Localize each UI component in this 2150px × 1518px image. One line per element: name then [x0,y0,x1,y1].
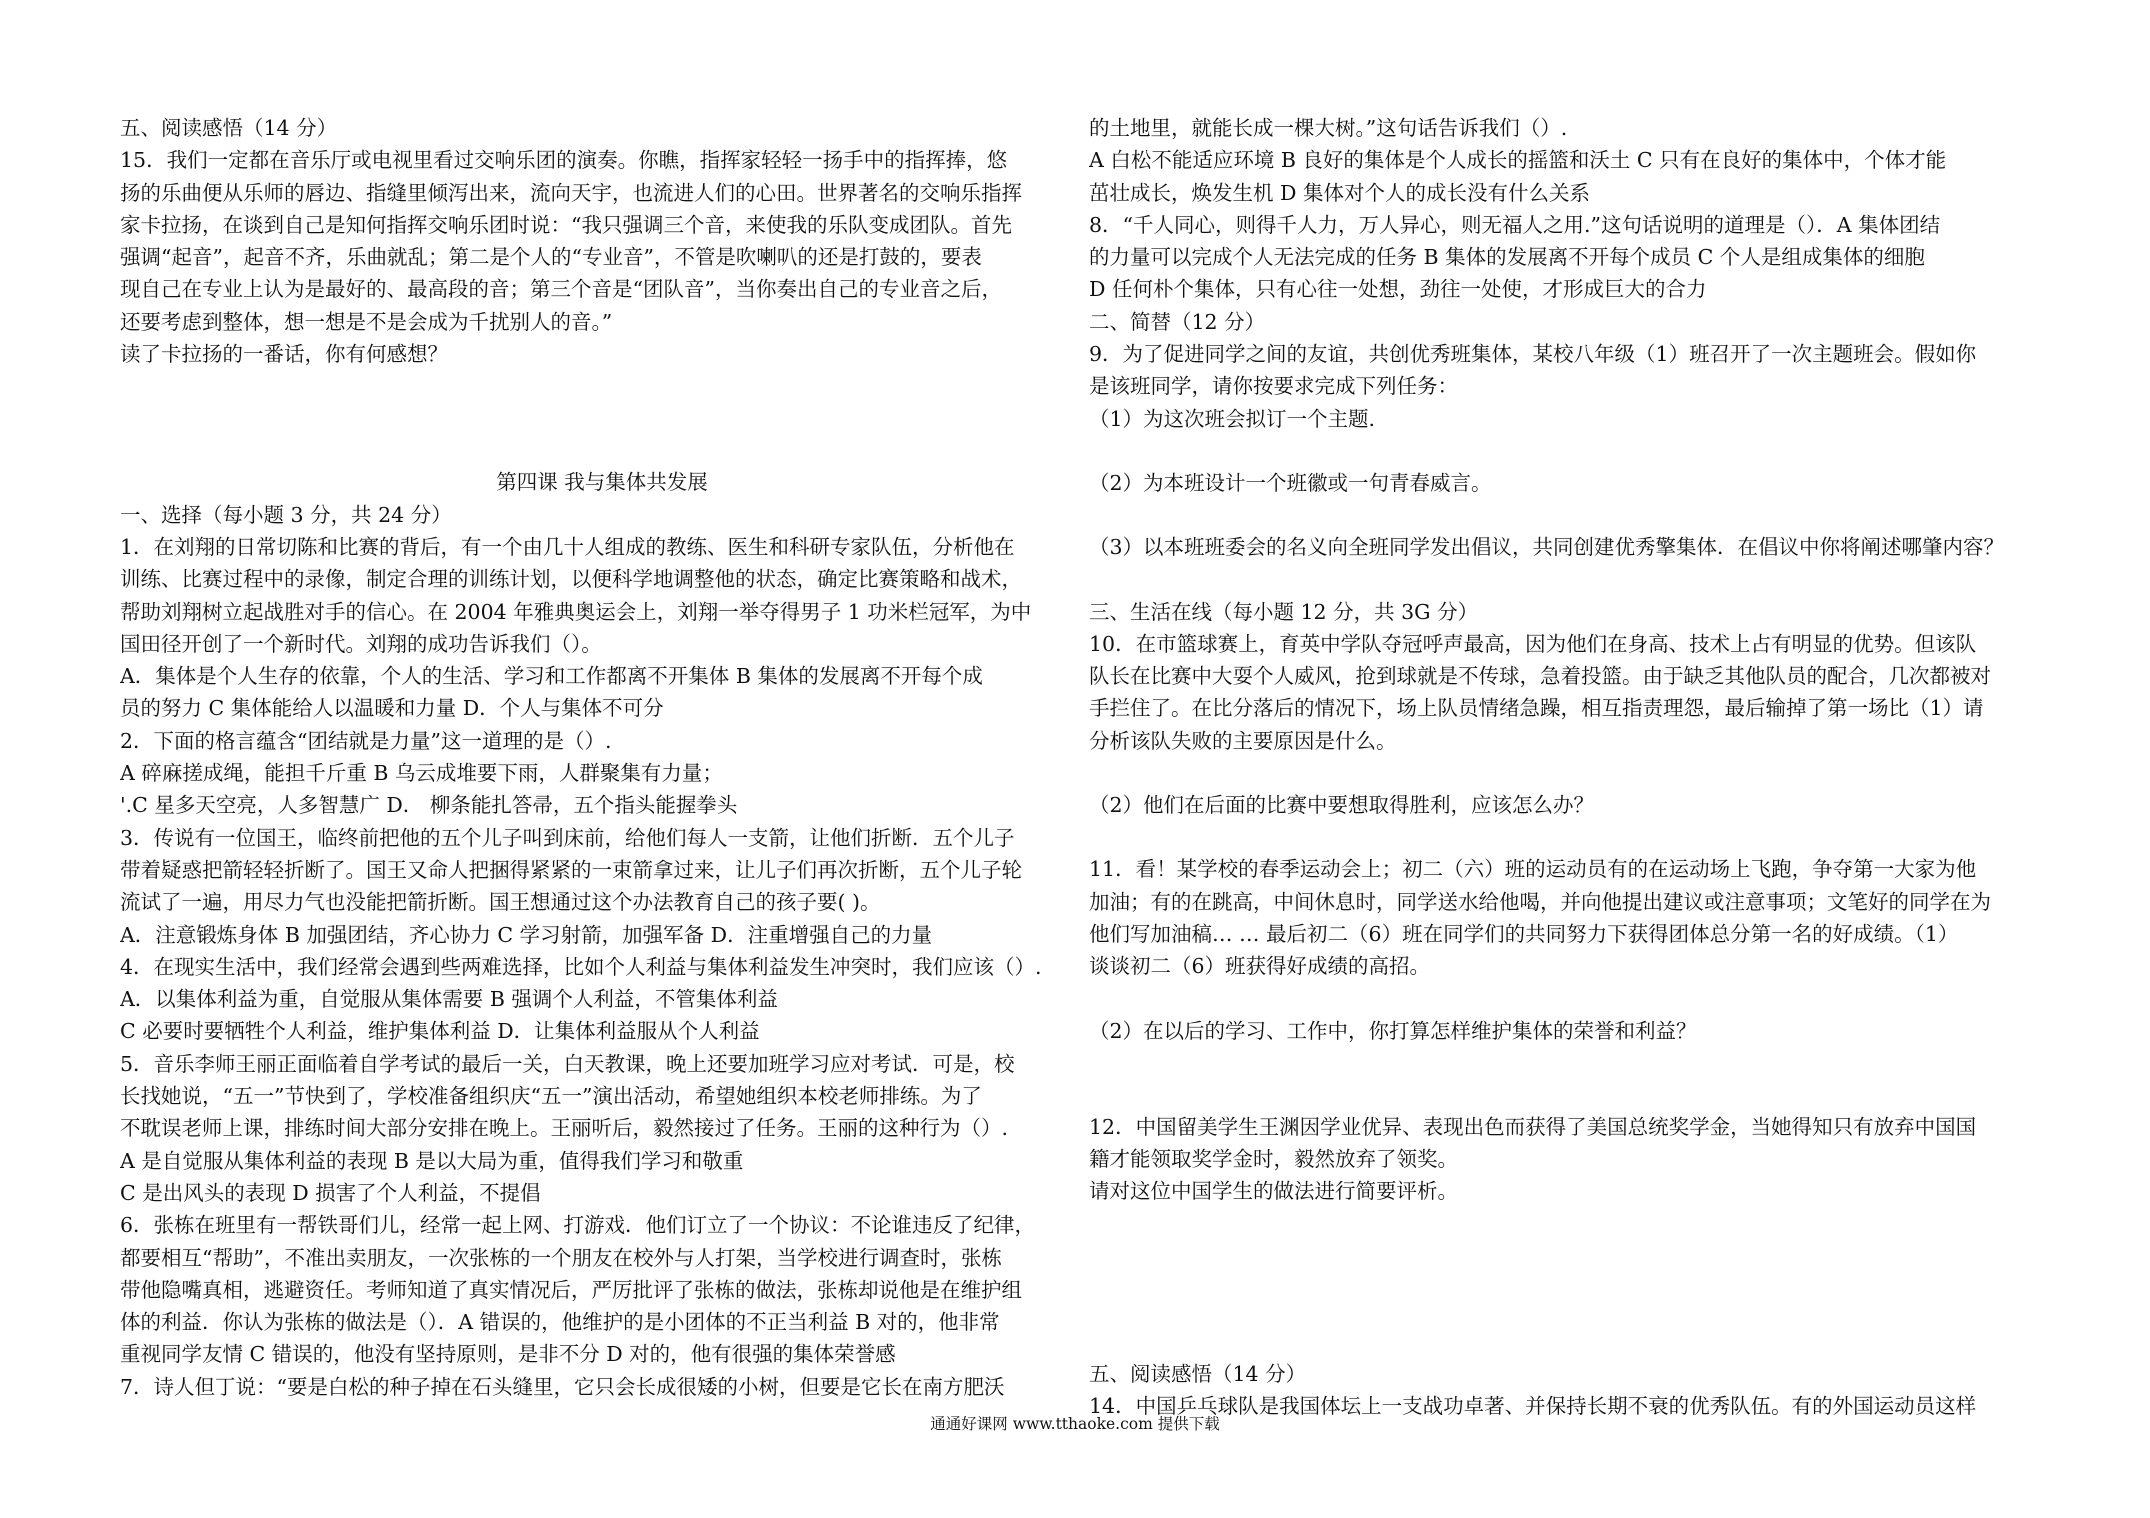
text-line: 7．诗人但丁说：“要是白松的种子掉在石头缝里，它只会长成很矮的小树，但要是它长在南方肥沃 [120,1374,1005,1399]
text-line: 现自己在专业上认为是最好的、最高段的音；第三个音是“团队音”，当你奏出自己的专业音之后， [120,277,1002,302]
section-heading: 五、阅读感悟（14 分） [120,116,338,140]
text-line: 员的努力 C 集体能给人以温暖和力量 D．个人与集体不可分 [120,696,664,721]
text-line: A 白松不能适应环境 B 良好的集体是个人成长的摇篮和沃土 C 只有在良好的集体中，个体才能 [1089,148,1947,173]
text-line: 10．在市篮球赛上，育英中学队夺冠呼声最高，因为他们在身高、技术上占有明显的优势。但该队 [1089,631,1977,656]
text-line: C 必要时要牺牲个人利益，维护集体利益 D．让集体利益服从个人利益 [120,1019,760,1044]
text-line: 队长在比赛中大耍个人威风，抢到球就是不传球，急着投篮。由于缺乏其他队员的配合，几次都被对 [1089,664,1991,689]
answer-space [1089,499,2049,531]
text-line: 是该班同学，请你按要求完成下列任务： [1089,374,1458,399]
text-line: 2．下面的格言蕴含“团结就是力量”这一道理的是（）. [120,728,612,753]
text-line: D 任何朴个集体，只有心往一处想，劲往一处使，才形成巨大的合力 [1089,277,1707,302]
text-line: 的土地里，就能长成一棵大树。”这句话告诉我们（）. [1089,116,1568,140]
question-prompt: 读了卡拉扬的一番话，你有何感想？ [120,342,448,367]
text-line: 6．张栋在班里有一帮铁哥们儿，经常一起上网、打游戏．他们订立了一个协议：不论谁违反了纪律， [120,1213,1036,1238]
text-line: 15．我们一定都在音乐厅或电视里看过交响乐团的演奏。你瞧，指挥家轻轻一扬手中的指挥捧，悠 [120,148,1008,173]
text-line: 强调“起音”，起音不齐，乐曲就乱；第二是个人的“专业音”，不管是吹喇叭的还是打鼓的，要表 [120,245,982,270]
text-line: 14．中国乒乓球队是我国体坛上一支战功卓著、并保持长期不衰的优秀队伍。有的外国运动员这样 [1089,1394,1977,1419]
text-line: 带着疑惑把箭轻轻折断了。国王又命人把捆得紧紧的一束箭拿过来，让儿子们再次折断，五个儿子轮 [120,857,1022,882]
answer-space [1089,1047,2049,1111]
question-prompt: （2）在以后的学习、工作中，你打算怎样维护集体的荣誉和利益？ [1089,1018,1697,1043]
section-heading: 五、阅读感悟（14 分） [1089,1361,1307,1386]
text-line: A．集体是个人生存的依靠，个人的生活、学习和工作都离不开集体 B 集体的发展离不开每个成 [120,664,983,689]
text-line: 家卡拉扬，在谈到自己是知何指挥交响乐团时说：“我只强调三个音，来使我的乐队变成团队。首先 [120,212,1012,237]
right-column [1089,112,2049,1422]
section-heading: 二、简替（12 分） [1089,309,1266,334]
text-line: 流试了一遍，用尽力气也没能把箭折断。国王想通过这个办法教育自己的孩子要( )。 [120,890,881,915]
text-line: '.C 星多天空亮，人多智慧广 D． 柳条能扎答帚，五个指头能握拳头 [120,793,738,818]
section-heading: 三、生活在线（每小题 12 分，共 3G 分） [1089,599,1479,624]
text-line: 的力量可以完成个人无法完成的任务 B 集体的发展离不开每个成员 C 个人是组成集体的细胞 [1089,245,1925,270]
text-line: 5．音乐李师王丽正面临着自学考试的最后一关，白天教课，晚上还要加班学习应对考试．可是，校 [120,1051,1015,1076]
text-line: 加油；有的在跳高，中间休息时，同学送水给他喝，并向他提出建议或注意事项；文笔好的同学在为 [1089,889,1991,914]
answer-space [1089,435,2049,467]
text-line: 籍才能领取奖学金时，毅然放弃了领奖。 [1089,1147,1458,1172]
question-prompt: （3）以本班班委会的名义向全班同学发出倡议，共同创建优秀擎集体．在倡议中你将阐述哪肇内容？ [1089,535,2005,560]
text-line: 都要相互“帮助”，不准出卖朋友，一次张栋的一个朋友在校外与人打架，当学校进行调查时，张栋 [120,1245,1002,1270]
answer-space [1089,821,2049,853]
text-line: A 是自觉服从集体利益的表现 B 是以大局为重，值得我们学习和敬重 [120,1148,744,1173]
text-line: 3．传说有一位国王，临终前把他的五个儿子叫到床前，给他们每人一支箭，让他们折断．五个儿子 [120,825,1015,850]
text-line: 长找她说，“五一”节快到了，学校准备组织庆“五一”演出活动，希望她组织本校老师排练。为了 [120,1084,982,1109]
text-line: 带他隐嘴真相，逃避资任。考师知道了真实情况后，严厉批评了张栋的做法，张栋却说他是在维护组 [120,1277,1022,1302]
question-prompt: （2）为本班设计一个班徽或一句青春威言。 [1089,470,1492,495]
text-line: C 是出风头的表现 D 损害了个人利益，不提倡 [120,1180,541,1205]
text-line: 手拦住了。在比分落后的情况下，场上队员情绪急躁，相互指责理怨，最后输掉了第一场比（1）请 [1089,696,1984,721]
question-prompt: （1）为这次班会拟订一个主题. [1089,406,1376,431]
text-line: 体的利益．你认为张栋的做法是（）．A 错误的，他维护的是小团体的不正当利益 B 对的，他非常 [120,1310,1000,1335]
answer-space [120,370,1084,466]
text-line: 9．为了促进同学之间的友谊，共创优秀班集体，某校八年级（1）班召开了一次主题班会。假如你 [1089,342,1977,367]
text-line: A 碎麻搓成绳，能担千斤重 B 乌云成堆要下雨，人群聚集有力量； [120,761,723,786]
text-line: A．注意锻炼身体 B 加强团结，齐心协力 C 学习射箭，加强军备 D．注重增强自己的力量 [120,922,933,947]
question-prompt: 请对这位中国学生的做法进行简要评析。 [1089,1179,1458,1204]
text-line: 还要考虑到整体，想一想是不是会成为千扰别人的音。” [120,309,613,334]
text-line: 扬的乐曲便从乐师的唇边、指缝里倾泻出来，流向天宇，也流进人们的心田。世界著名的交响乐指挥 [120,180,1022,205]
question-prompt: （2）他们在后面的比赛中要想取得胜利，应该怎么办？ [1089,793,1595,818]
page-footer: 通通好课网 www.tthaoke.com 提供下载 [930,1415,1220,1433]
text-line: 1．在刘翔的日常切陈和比赛的背后，有一个由几十人组成的教练、医生和科研专家队伍，分析他在 [120,534,1015,559]
question-prompt: 谈谈初二（6）班获得好成绩的高招。 [1089,954,1431,979]
text-line: 11．看！某学校的春季运动会上；初二（六）班的运动员有的在运动场上飞跑，争夺第一大家为他 [1089,857,1977,882]
section-heading: 一、选择（每小题 3 分，共 24 分） [120,502,452,527]
text-line: 12．中国留美学生王渊因学业优异、表现出色而获得了美国总统奖学金，当她得知只有放弃中国国 [1089,1114,1977,1139]
text-line: 他们写加油稿… … 最后初二（6）班在同学们的共同努力下获得团体总分第一名的好成绩。（1） [1089,921,1959,946]
text-line: 不耽误老师上课，排练时间大部分安排在晚上。王丽听后，毅然接过了任务。王丽的这种行为（）. [120,1116,1009,1141]
text-line: 国田径开创了一个新时代。刘翔的成功告诉我们（）。 [120,631,602,656]
text-line: 重视同学友情 C 错误的，他没有坚持原则，是非不分 D 对的，他有很强的集体荣誉感 [120,1342,896,1367]
text-line: A．以集体利益为重，自觉服从集体需要 B 强调个人利益，不管集体利益 [120,987,778,1012]
answer-space [1089,1208,2049,1358]
lesson-title: 第四课 我与集体共发展 [496,470,708,495]
text-line: 4．在现实生活中，我们经常会遇到些两难选择，比如个人利益与集体利益发生冲突时，我们应该（）. [120,954,1042,979]
question-prompt: 分析该队失败的主要原因是什么。 [1089,728,1397,753]
text-line: 茁壮成长，焕发生机 D 集体对个人的成长没有什么关系 [1089,180,1590,205]
answer-space [1089,983,2049,1015]
answer-space [1089,564,2049,596]
left-column [120,112,1084,1403]
answer-space [1089,757,2049,789]
text-line: 帮助刘翔树立起战胜对手的信心。在 2004 年雅典奥运会上，刘翔一举夺得男子 1 功米栏冠军，为中 [120,599,1032,624]
text-line: 训练、比赛过程中的录像，制定合理的训练计划，以便科学地调整他的状态，确定比赛策略和战术， [120,567,1022,592]
text-line: 8．“千人同心，则得千人力，万人异心，则无福人之用.”这句话说明的道理是（）．A 集体团结 [1089,212,1941,237]
